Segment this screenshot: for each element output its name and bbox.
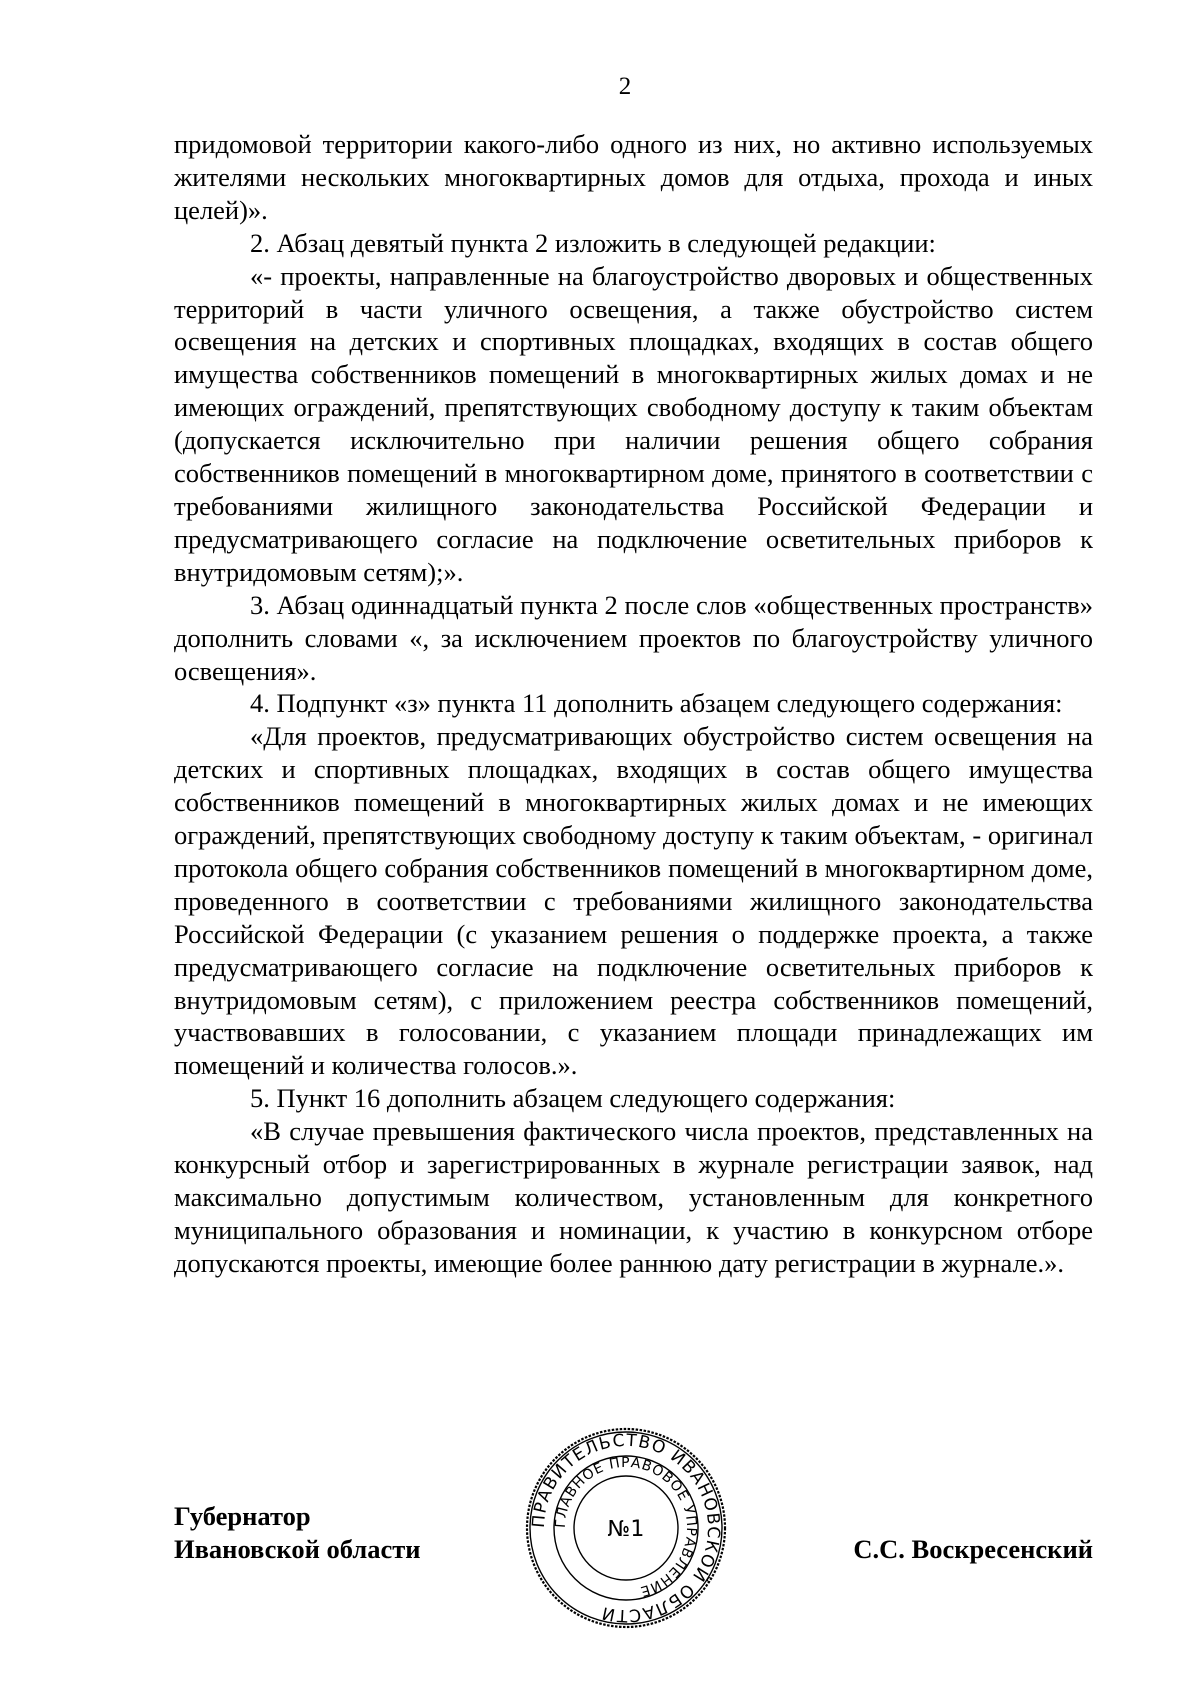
paragraph-item-5: 5. Пункт 16 дополнить абзацем следующего содержания:: [250, 1083, 896, 1114]
paragraph-continuation: придомовой территории какого-либо одного из них, но активно используемых жителями нескольких многоквартирных домов для отдыха, прохода и иных целей)».: [174, 129, 1093, 225]
paragraph-item-4: 4. Подпункт «з» пункта 11 дополнить абзацем следующего содержания:: [250, 688, 1063, 719]
signatory-name: С.С. Воскресенский: [853, 1534, 1093, 1564]
official-seal-stamp: [521, 1423, 731, 1633]
paragraph-item-5-text: «В случае превышения фактического числа проектов, представленных на конкурсный отбор и зарегистрированных в журнале регистрации заявок, над максимально допустимым количеством, установленным для конкретного муниципального образования и номинации, к участию в конкурсном отборе допускаются проекты, имеющие более раннюю дату регистрации в журнале.».: [174, 1116, 1093, 1278]
document-body: [174, 128, 1093, 1280]
seal-outer-text: ПРАВИТЕЛЬСТВО ИВАНОВСКОЙ ОБЛАСТИ: [528, 1430, 724, 1626]
paragraph-item-4-text: «Для проектов, предусматривающих обустройство систем освещения на детских и спортивных площадках, входящих в состав общего имущества собственников помещений в многоквартирных жилых домах и не имеющих ограждений, препятствующих свободному доступу к таким объектам, - оригинал протокола общего собрания собственников помещений в многоквартирном доме, проведенного в соответствии с требованиями жилищного законодательства Российской Федерации (с указанием решения о поддержке проекта, а также предусматривающего согласие на подключение осветительных приборов к внутридомовым сетям), с приложением реестра собственников помещений, участвовавших в голосовании, с указанием площади принадлежащих им помещений и количества голосов.».: [174, 721, 1093, 1081]
signatory-position: [174, 1500, 421, 1566]
paragraph-item-2-text: «- проекты, направленные на благоустройство дворовых и общественных территорий в части уличного освещения, а также обустройство систем освещения на детских и спортивных площадках, входящих в состав общего имущества собственников помещений в многоквартирных жилых домах и не имеющих ограждений, препятствующих свободному доступу к таким объектам (допускается исключительно при наличии решения общего собрания собственников помещений в многоквартирном доме, принятого в соответствии с требованиями жилищного законодательства Российской Федерации и предусматривающего согласие на подключение осветительных приборов к внутридомовым сетям);».: [174, 260, 1093, 587]
signatory-position-line-1: Губернатор: [174, 1501, 311, 1531]
signatory-position-line-2: Ивановской области: [174, 1534, 421, 1564]
seal-middle-text: ГЛАВНОЕ ПРАВОВОЕ УПРАВЛЕНИЕ: [552, 1454, 700, 1600]
paragraph-item-3: 3. Абзац одиннадцатый пункта 2 после слов «общественных пространств» дополнить словами «, за исключением проектов по благоустройству уличного освещения».: [174, 589, 1093, 686]
page-number: 2: [618, 73, 632, 100]
paragraph-item-2: 2. Абзац девятый пункта 2 изложить в следующей редакции:: [250, 227, 936, 258]
seal-number: №1: [607, 1517, 645, 1542]
